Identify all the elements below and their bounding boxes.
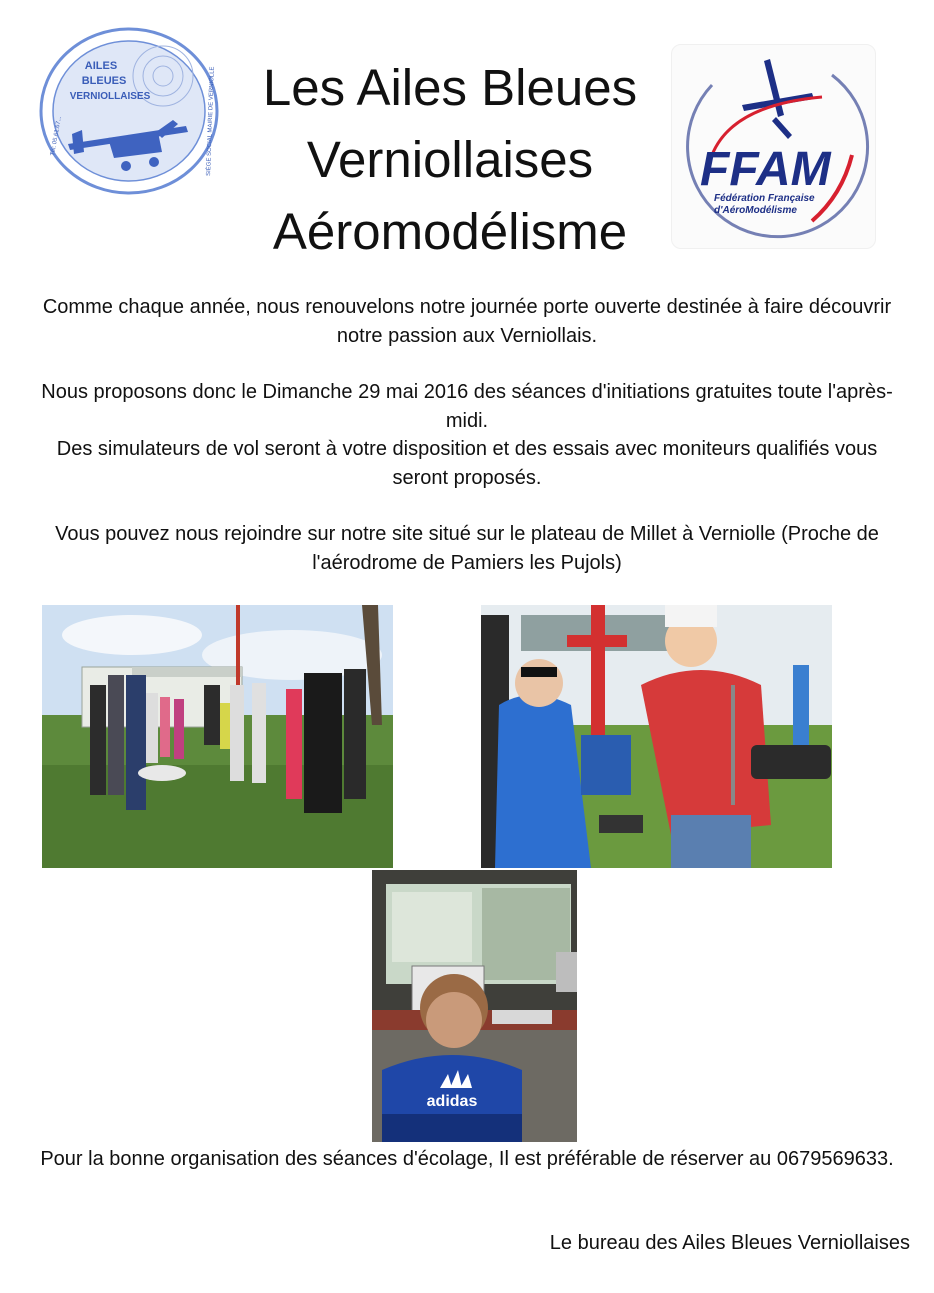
ffam-line1: Fédération Française xyxy=(714,193,815,204)
club-logo-line1: AILES xyxy=(84,60,118,72)
club-logo-ring-right: SIÈGE SOCIAL MAIRIE DE VERNIOLLE xyxy=(206,66,216,177)
photo-field-group xyxy=(42,605,393,868)
date-paragraph: Nous proposons donc le Dimanche 29 mai 2016 des séances d'initiations gratuites toute l'après-midi. xyxy=(41,381,893,432)
title-line-3: Aéromodélisme xyxy=(272,203,628,260)
club-logo-line2: BLEUES xyxy=(81,75,127,87)
title-line-2: Verniollaises xyxy=(306,131,594,188)
club-logo-line3: VERNIOLLAISES xyxy=(69,91,151,102)
page-title xyxy=(230,52,670,268)
booking-paragraph: Pour la bonne organisation des séances d'écolage, Il est préférable de réserver au 0679569633. xyxy=(40,1148,894,1170)
photo-flight-simulator xyxy=(372,870,577,1142)
signature: Le bureau des Ailes Bleues Verniollaises xyxy=(549,1232,910,1254)
title-line-1: Les Ailes Bleues xyxy=(262,59,638,116)
ffam-line2: d'AéroModélisme xyxy=(714,205,797,216)
intro-paragraph: Comme chaque année, nous renouvelons notre journée porte ouverte destinée à faire découvrir notre passion aux Verniollais. xyxy=(42,296,892,347)
location-paragraph: Vous pouvez nous rejoindre sur notre site situé sur le plateau de Millet à Verniolle (Proche de l'aérodrome de Pamiers les Pujols) xyxy=(55,523,879,574)
simulator-paragraph: Des simulateurs de vol seront à votre disposition et des essais avec moniteurs qualifiés vous seront proposés. xyxy=(56,438,878,489)
club-logo-ring-left: Tél: 05.61.67... xyxy=(50,115,63,157)
ffam-logo xyxy=(671,44,876,249)
shirt-text: adidas xyxy=(426,1093,478,1110)
club-logo xyxy=(38,26,220,196)
photo-radio-controllers xyxy=(481,605,832,868)
ffam-acronym: FFAM xyxy=(700,143,831,196)
